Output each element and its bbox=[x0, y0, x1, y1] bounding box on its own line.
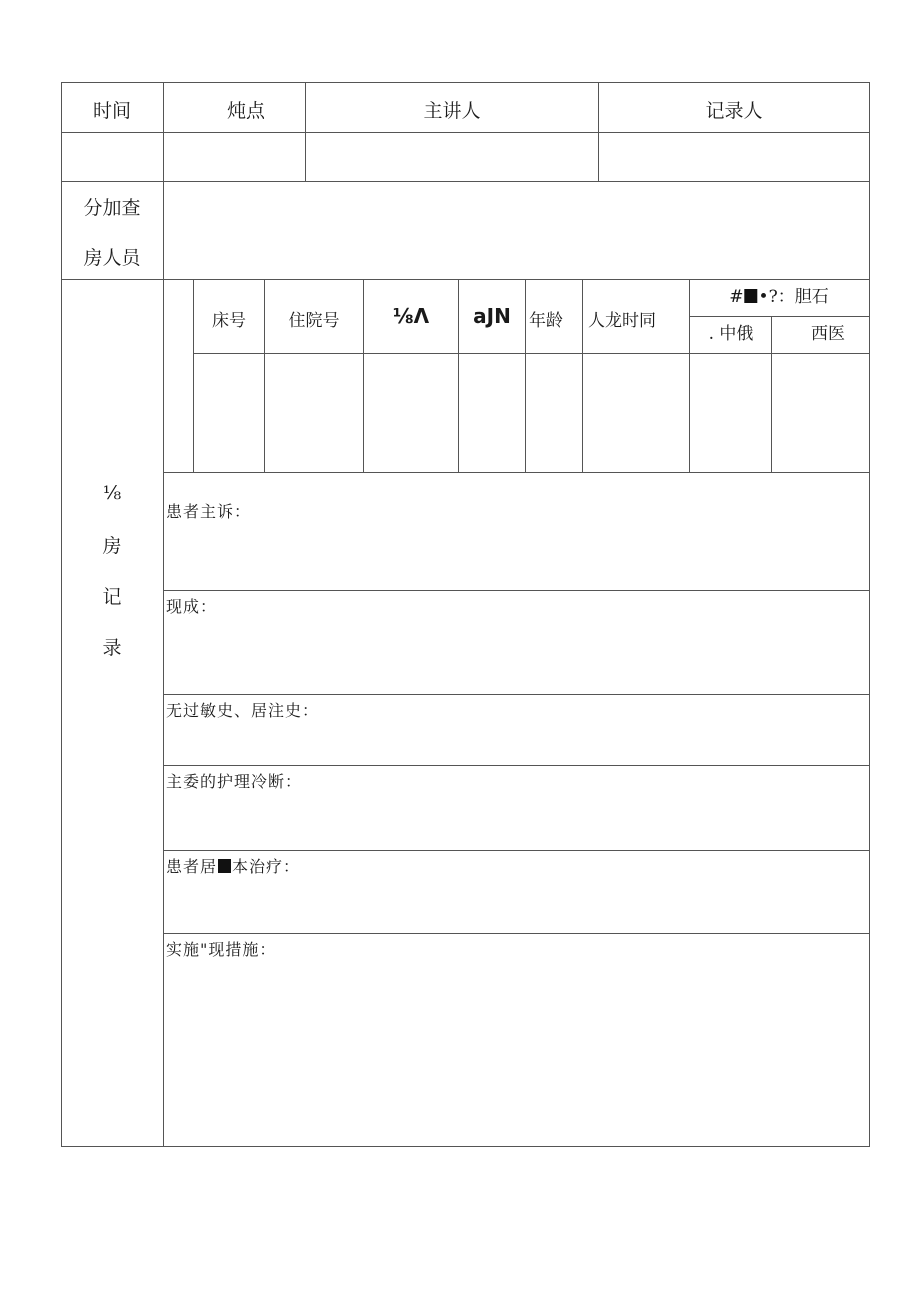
time-label: 时间 bbox=[92, 100, 132, 122]
lecturer-label: 主讲人 bbox=[423, 100, 481, 122]
age-col-divider bbox=[525, 279, 526, 473]
ward-round-label-char: ⅛ bbox=[102, 482, 122, 504]
lecturer-divider bbox=[598, 82, 599, 182]
admission-time-header: 人龙时同 bbox=[588, 311, 656, 331]
ward-round-label-char: 记 bbox=[102, 586, 122, 608]
treatment-label bbox=[166, 854, 300, 877]
location-divider bbox=[305, 82, 306, 182]
treatment-label-prefix: 患者居 bbox=[166, 857, 218, 876]
patient-table-bottom bbox=[163, 472, 870, 473]
age-header: 年龄 bbox=[529, 311, 563, 331]
recorder-label: 记录人 bbox=[705, 100, 763, 122]
narrow-column-divider bbox=[193, 279, 194, 473]
bed-no-header: 床号 bbox=[212, 311, 246, 331]
border-right bbox=[869, 82, 870, 1147]
admission-time-divider bbox=[582, 279, 583, 473]
location-label: 炖点 bbox=[226, 100, 266, 122]
nursing-diagnosis-label: 主委的护理冷断： bbox=[166, 772, 303, 791]
chief-complaint-divider bbox=[163, 590, 870, 591]
header-row-divider bbox=[61, 132, 870, 133]
diagnosis-header bbox=[729, 282, 828, 307]
chief-complaint-label: 患者主诉： bbox=[166, 502, 252, 521]
allergy-divider bbox=[163, 765, 870, 766]
redacted-block bbox=[218, 859, 231, 873]
tcm-western-divider bbox=[771, 316, 772, 473]
admission-no-divider bbox=[264, 279, 265, 473]
label-column-divider bbox=[163, 82, 164, 1147]
diagnosis-divider bbox=[689, 279, 690, 473]
treatment-divider bbox=[163, 933, 870, 934]
measures-label: 实施"现措施： bbox=[166, 940, 277, 959]
border-left bbox=[61, 82, 62, 1147]
diagnosis-subheader-divider bbox=[690, 316, 870, 317]
participants-label-line1: 分加查 bbox=[83, 197, 141, 219]
gender-col-divider bbox=[458, 279, 459, 473]
border-top bbox=[61, 82, 870, 83]
ward-round-label-char: 房 bbox=[102, 535, 122, 557]
border-bottom bbox=[61, 1146, 870, 1147]
info-row-divider bbox=[61, 181, 870, 182]
diagnosis-header-prefix: # bbox=[729, 287, 744, 307]
participants-row-divider bbox=[61, 279, 870, 280]
current-history-label: 现成： bbox=[166, 597, 218, 616]
tcm-header: . 中俄 bbox=[708, 324, 754, 344]
participants-label-line2: 房人员 bbox=[83, 247, 141, 269]
diagnosis-header-suffix: •?：胆石 bbox=[758, 287, 829, 307]
nursing-divider bbox=[163, 850, 870, 851]
history-divider bbox=[163, 694, 870, 695]
name-col-divider bbox=[363, 279, 364, 473]
name-header: ⅛Λ bbox=[392, 304, 430, 328]
redacted-block bbox=[745, 289, 758, 303]
treatment-label-suffix: 本治疗： bbox=[232, 857, 301, 876]
allergy-history-label: 无过敏史、居注史： bbox=[166, 701, 320, 720]
admission-no-header: 住院号 bbox=[288, 311, 340, 331]
patient-header-divider bbox=[193, 353, 870, 354]
ward-round-label-char: 录 bbox=[102, 637, 122, 659]
gender-header: aJN bbox=[473, 304, 511, 328]
western-header: 西医 bbox=[811, 324, 845, 344]
